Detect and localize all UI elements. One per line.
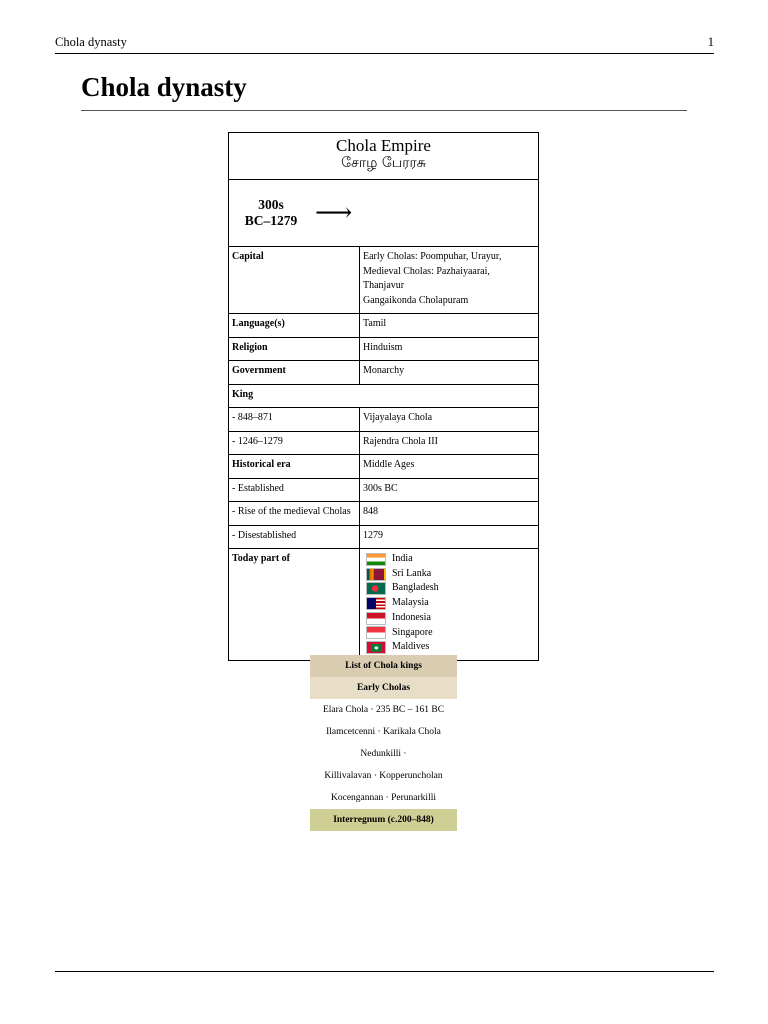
disestablished-label: - Disestablished bbox=[229, 525, 360, 549]
country-name[interactable]: India bbox=[392, 553, 413, 565]
successor-arrow-icon[interactable]: ⟶ bbox=[315, 198, 353, 227]
navbox-title[interactable]: List of Chola kings bbox=[310, 655, 457, 677]
rise-value: 848 bbox=[360, 502, 539, 526]
era-label: Historical era bbox=[229, 455, 360, 479]
country-item[interactable] bbox=[366, 552, 535, 567]
country-item[interactable] bbox=[366, 640, 535, 655]
india-flag-icon bbox=[366, 553, 386, 566]
government-value: Monarchy bbox=[360, 361, 539, 385]
country-item[interactable] bbox=[366, 625, 535, 640]
today-label: Today part of bbox=[229, 549, 360, 661]
country-name[interactable]: Indonesia bbox=[392, 611, 431, 623]
language-label: Language(s) bbox=[229, 314, 360, 338]
rise-label: - Rise of the medieval Cholas bbox=[229, 502, 360, 526]
capital-line: Medieval Cholas: Pazhaiyaarai, bbox=[363, 265, 490, 277]
infobox-header bbox=[229, 133, 539, 180]
indonesia-flag-icon bbox=[366, 612, 386, 625]
country-item[interactable] bbox=[366, 596, 535, 611]
king2-period: - 1246–1279 bbox=[229, 431, 360, 455]
infobox-name: Chola Empire bbox=[336, 136, 431, 155]
bangladesh-flag-icon bbox=[366, 582, 386, 595]
navbox-row[interactable]: Ilamcetcenni · Karikala Chola bbox=[326, 727, 441, 737]
capital-line: Gangaikonda Cholapuram bbox=[363, 294, 469, 306]
country-name[interactable]: Sri Lanka bbox=[392, 567, 432, 579]
navbox-row[interactable]: Killivalavan · Kopperuncholan bbox=[324, 771, 443, 781]
singapore-flag-icon bbox=[366, 626, 386, 639]
country-item[interactable] bbox=[366, 611, 535, 626]
capital-line: Thanjavur bbox=[363, 280, 405, 291]
king1-period: - 848–871 bbox=[229, 408, 360, 432]
language-value: Tamil bbox=[360, 314, 539, 338]
navbox-row[interactable]: Elara Chola · 235 BC – 161 BC bbox=[322, 705, 445, 715]
country-name[interactable]: Malaysia bbox=[392, 597, 429, 609]
king2-name: Rajendra Chola III bbox=[360, 431, 539, 455]
country-list bbox=[363, 552, 535, 655]
infobox-period bbox=[239, 197, 303, 229]
sri-lanka-flag-icon bbox=[366, 568, 386, 581]
religion-value: Hinduism bbox=[360, 337, 539, 361]
period-end: BC–1279 bbox=[244, 213, 298, 228]
capital-label: Capital bbox=[229, 247, 360, 314]
navbox-group-interregnum: Interregnum (c.200–848) bbox=[310, 809, 457, 831]
country-name[interactable]: Maldives bbox=[392, 641, 430, 653]
navbox-row[interactable]: Nedunkilli · bbox=[360, 749, 407, 759]
country-name[interactable]: Singapore bbox=[392, 626, 433, 638]
infobox-native-name: சோழ பேரரசு bbox=[341, 155, 426, 171]
navbox-group-early-cholas: Early Cholas bbox=[310, 677, 457, 699]
today-value bbox=[360, 549, 539, 661]
established-value: 300s BC bbox=[360, 478, 539, 502]
page-title: Chola dynasty bbox=[81, 72, 247, 102]
king-label: King bbox=[229, 384, 539, 408]
page-number: 1 bbox=[707, 35, 714, 49]
navbox bbox=[310, 655, 457, 831]
country-item[interactable] bbox=[366, 567, 535, 582]
title-rule bbox=[81, 110, 687, 111]
capital-value bbox=[360, 247, 539, 314]
infobox-period-cell bbox=[229, 180, 539, 247]
running-header-title: Chola dynasty bbox=[55, 35, 127, 49]
era-value: Middle Ages bbox=[360, 455, 539, 479]
footer-rule bbox=[55, 971, 714, 972]
king1-name: Vijayalaya Chola bbox=[360, 408, 539, 432]
religion-label: Religion bbox=[229, 337, 360, 361]
malaysia-flag-icon bbox=[366, 597, 386, 610]
period-start: 300s bbox=[258, 197, 284, 212]
running-header bbox=[55, 35, 714, 54]
capital-line: Early Cholas: Poompuhar, Urayur, bbox=[363, 251, 502, 262]
infobox bbox=[228, 132, 539, 661]
maldives-flag-icon bbox=[366, 641, 386, 654]
disestablished-value: 1279 bbox=[360, 525, 539, 549]
government-label: Government bbox=[229, 361, 360, 385]
navbox-row[interactable]: Kocengannan · Perunarkilli bbox=[331, 793, 436, 803]
country-name[interactable]: Bangladesh bbox=[392, 582, 439, 594]
country-item[interactable] bbox=[366, 581, 535, 596]
established-label: - Established bbox=[229, 478, 360, 502]
